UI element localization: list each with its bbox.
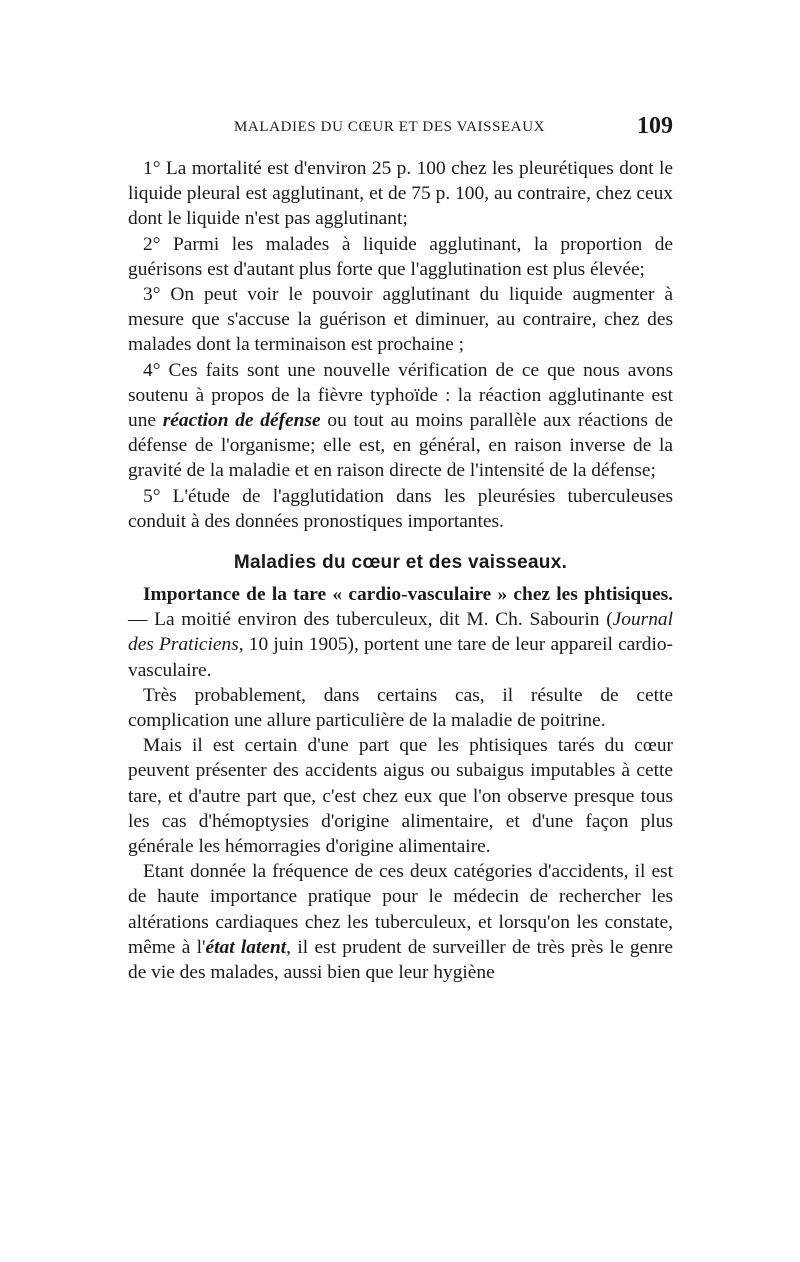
- list-item-2: 2° Parmi les malades à liquide agglutinant, la proportion de guérisons est d'autant plus forte que l'agglutination est plus élevée;: [128, 233, 673, 280]
- paragraph-4-text-a: Etant donnée la fréquence de ces deux catégories d'accidents, il est de haute importance pratique pour le médecin de rechercher les altérations cardiaques chez les tuberculeux, et lorsqu'on les constate, même à l': [128, 861, 673, 958]
- paragraph-2: Très probablement, dans certains cas, il résulte de cette complication une allure particulière de la maladie de poitrine.: [128, 684, 673, 732]
- list-item-3: 3° On peut voir le pouvoir agglutinant du liquide augmenter à mesure que s'accuse la guérison et diminuer, au contraire, chez des malades dont la terminaison est prochaine ;: [128, 284, 673, 356]
- paragraph-3: Mais il est certain d'une part que les phtisiques tarés du cœur peuvent présenter des accidents aigus ou subaigus imputables à cette tare, et d'autre part que, c'est chez eux que l'on observe presque tous les cas d'hémoptysies d'origine alimentaire, et d'une façon plus générale les hémorragies d'origine alimentaire.: [128, 735, 673, 858]
- page-number: 109: [637, 113, 673, 139]
- paragraph-1-runin-heading: Importance de la tare « cardio-vasculaire » chez les phtisiques.: [143, 584, 673, 606]
- list-item-1: 1° La mortalité est d'environ 25 p. 100 chez les pleurétiques dont le liquide pleural est agglutinant, et de 75 p. 100, au contraire, chez ceux dont le liquide n'est pas agglutinant;: [128, 158, 673, 230]
- list-item-4-term: réaction de défense: [162, 410, 321, 432]
- paragraph-1-text-a: — La moitié environ des tuberculeux, dit M. Ch. Sabourin (: [128, 609, 613, 631]
- running-title: MALADIES DU CŒUR ET DES VAISSEAUX: [234, 119, 546, 135]
- list-item-5: 5° L'étude de l'agglutidation dans les pleurésies tuberculeuses conduit à des données pronostiques importantes.: [128, 485, 673, 532]
- section-title: Maladies du cœur et des vaisseaux.: [233, 552, 568, 574]
- paragraph-1: [128, 582, 673, 683]
- paragraph-4-term: état latent: [205, 936, 287, 958]
- list-item-4: [128, 358, 673, 484]
- paragraph-4: [128, 859, 673, 985]
- paragraph-1-text-b: , 10 juin 1905), portent une tare de leur appareil cardio-vasculaire.: [128, 634, 673, 681]
- paragraph-4-text-b: , il est prudent de surveiller de très près le genre de vie des malades, aussi bien que leur hygiène: [128, 936, 673, 984]
- page-header: [128, 113, 673, 143]
- list-item-4-text-b: ou tout au moins parallèle aux réactions de défense de l'organisme; elle est, en général, en raison inverse de la gravité de la maladie et en raison directe de l'intensité de la défense;: [128, 410, 673, 482]
- page-body: [128, 156, 673, 985]
- list-item-4-text-a: 4° Ces faits sont une nouvelle vérification de ce que nous avons soutenu à propos de la fièvre typhoïde : la réaction agglutinante est une: [128, 359, 673, 432]
- paragraph-1-journal-ref: Journal des Praticiens: [128, 609, 673, 656]
